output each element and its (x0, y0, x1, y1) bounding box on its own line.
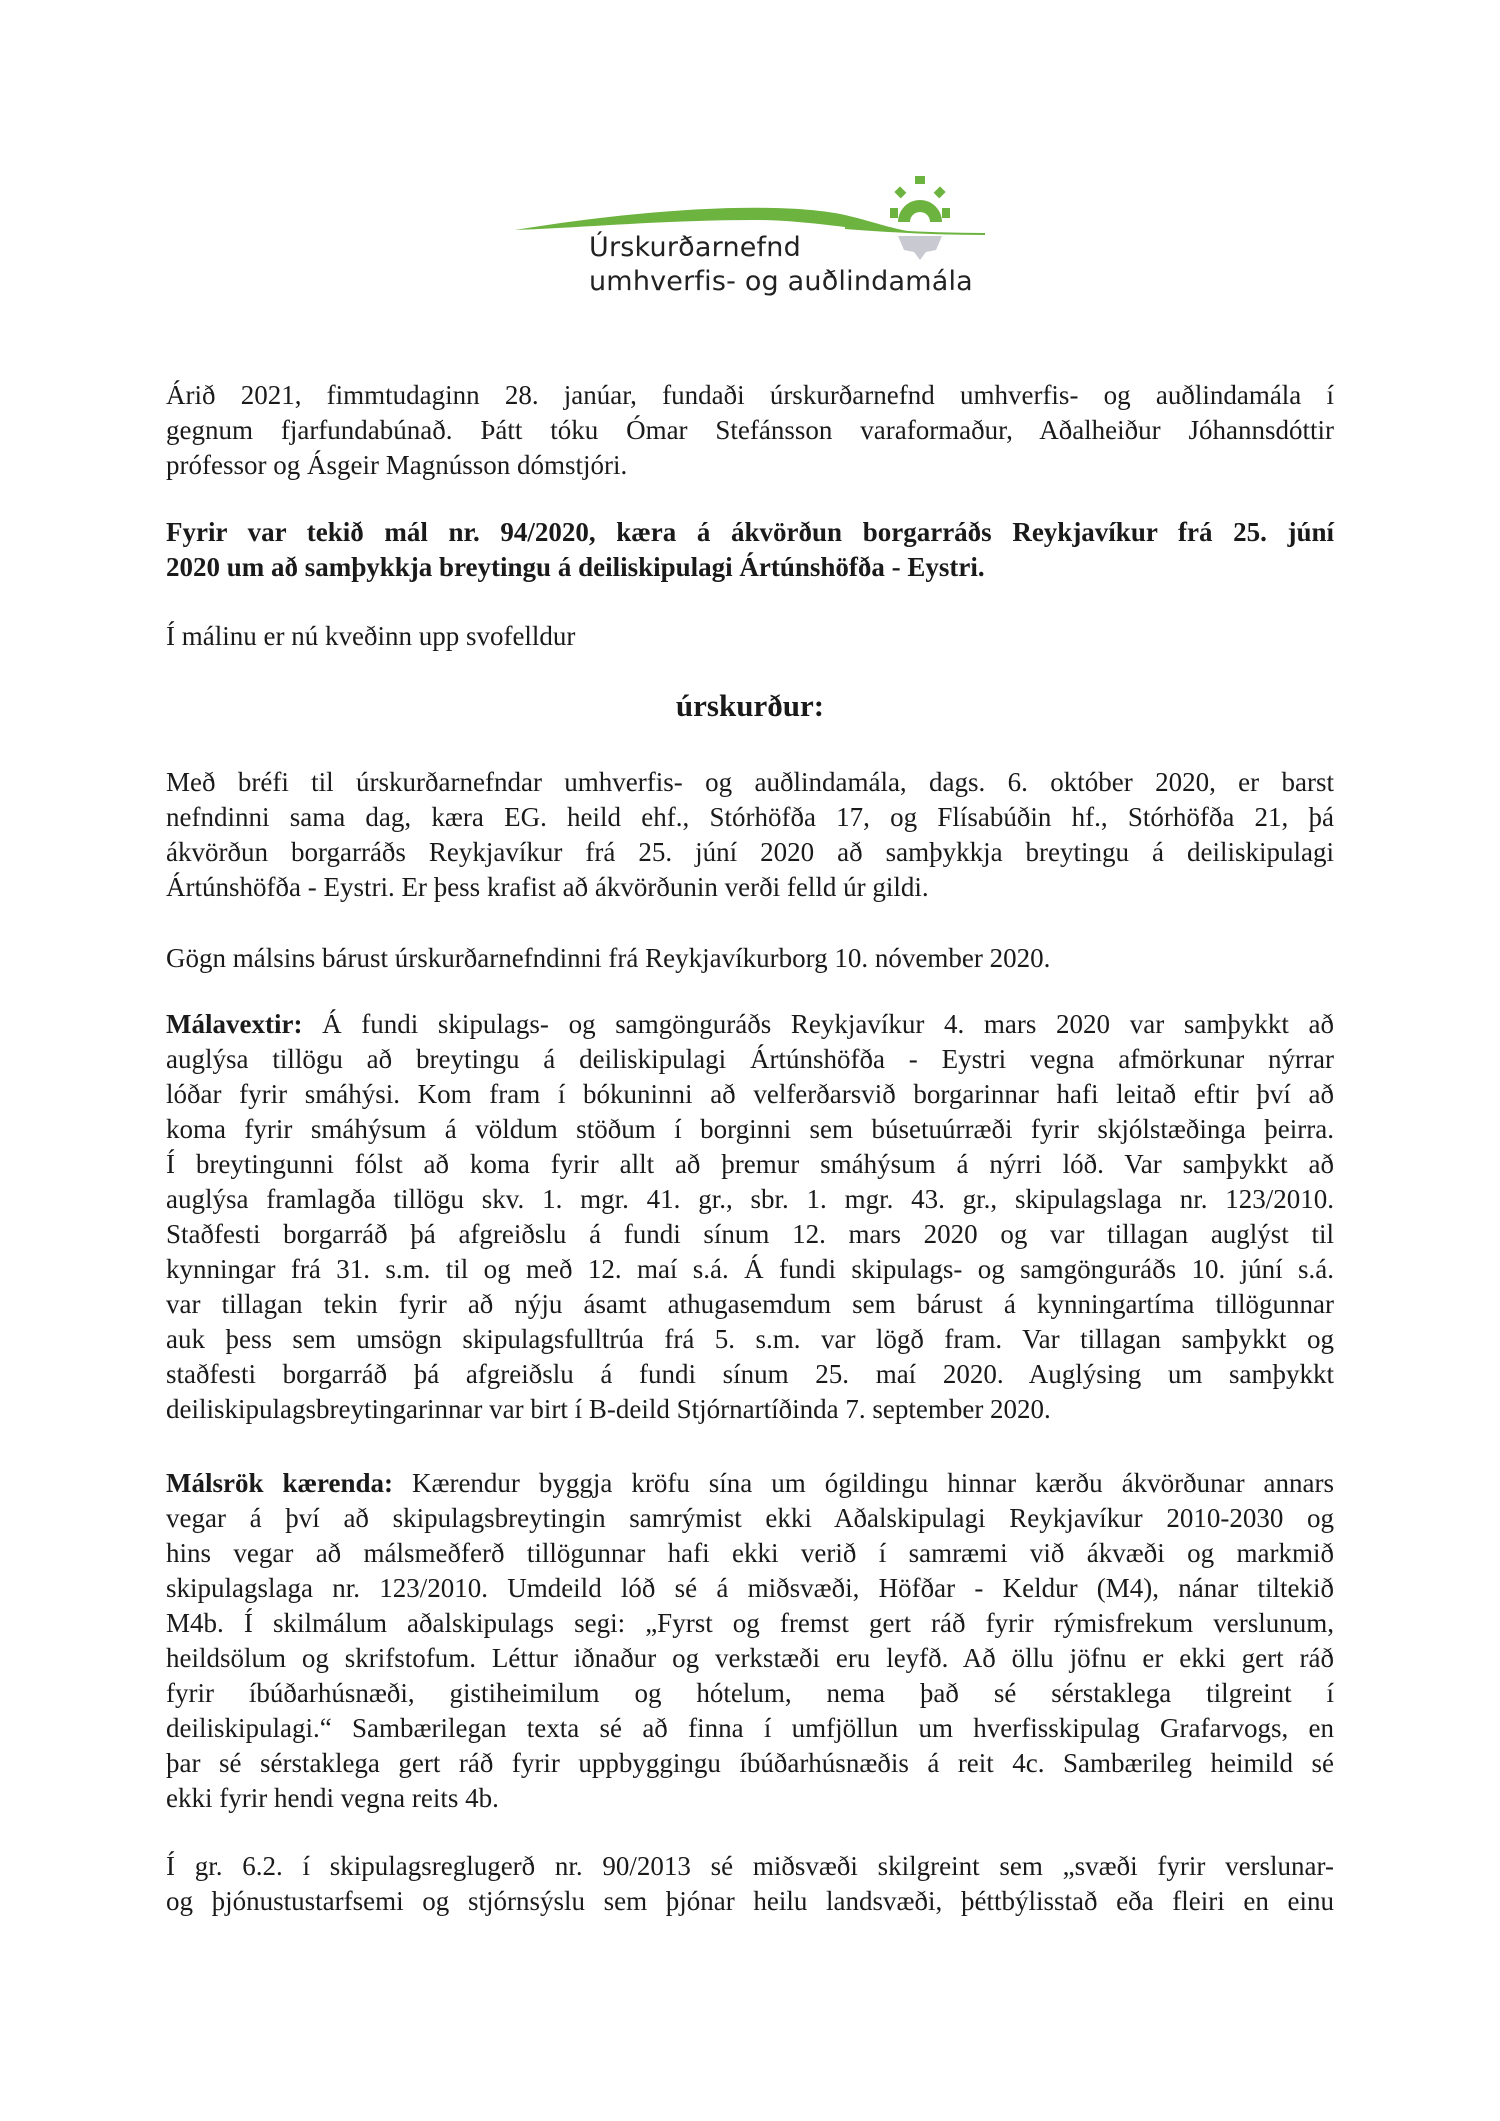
text-line (166, 1466, 1334, 1501)
text-line: auglýsa framlagða tillögu skv. 1. mgr. 41. gr., sbr. 1. mgr. 43. gr., skipulagslaga nr. 123/2010. (166, 1184, 1334, 1214)
text-line: 2020 um að samþykkja breytingu á deiliskipulagi Ártúnshöfða - Eystri. (166, 552, 985, 582)
text-line: heildsölum og skrifstofum. Léttur iðnaður og verkstæði eru leyfð. Að öllu jöfnu er ekki gert ráð (166, 1643, 1334, 1673)
intro-paragraph (166, 378, 1334, 483)
facts-lead: Málavextir: (166, 1009, 303, 1039)
text-line: fyrir íbúðarhúsnæði, gistiheimilum og hótelum, nema það sé sérstaklega tilgreint í (166, 1678, 1334, 1708)
text-line: vegar á því að skipulagsbreytingin samrýmist ekki Aðalskipulagi Reykjavíkur 2010-2030 og (166, 1503, 1334, 1533)
arguments-paragraph (166, 1466, 1334, 1816)
text-line: auglýsa tillögu að breytingu á deiliskipulagi Ártúnshöfða - Eystri vegna afmörkunar nýrrar (166, 1044, 1334, 1074)
logo-line-2: umhverfis- og auðlindamála (589, 266, 973, 297)
text-line: nefndinni sama dag, kæra EG. heild ehf., Stórhöfða 17, og Flísabúðin hf., Stórhöfða 21, þá (166, 802, 1334, 832)
documents-paragraph (166, 941, 1334, 976)
text-line: var tillagan tekin fyrir að nýju ásamt athugasemdum sem bárust á kynningartíma tillögunnar (166, 1289, 1334, 1319)
text-line: deiliskipulagsbreytingarinnar var birt í B-deild Stjórnartíðinda 7. september 2020. (166, 1394, 1051, 1424)
logo-line-1: Úrskurðarnefnd (589, 232, 801, 263)
text-line: Árið 2021, fimmtudaginn 28. janúar, fundaði úrskurðarnefnd umhverfis- og auðlindamála í (166, 380, 1334, 410)
text-line: Ártúnshöfða - Eystri. Er þess krafist að ákvörðunin verði felld úr gildi. (166, 872, 929, 902)
letter-paragraph (166, 765, 1334, 905)
text-line: Í málinu er nú kveðinn upp svofelldur (166, 621, 576, 651)
text-line: Gögn málsins bárust úrskurðarnefndinni frá Reykjavíkurborg 10. nóvember 2020. (166, 943, 1051, 973)
case-title-paragraph (166, 515, 1334, 585)
text-line: ákvörðun borgarráðs Reykjavíkur frá 25. júní 2020 að samþykkja breytingu á deiliskipulagi (166, 837, 1334, 867)
text-line: Í gr. 6.2. í skipulagsreglugerð nr. 90/2013 sé miðsvæði skilgreint sem „svæði fyrir verslunar- (166, 1851, 1334, 1881)
text-line: Fyrir var tekið mál nr. 94/2020, kæra á ákvörðun borgarráðs Reykjavíkur frá 25. júní (166, 517, 1334, 547)
text-line: Í breytingunni fólst að koma fyrir allt að þremur smáhýsum á nýrri lóð. Var samþykkt að (166, 1149, 1334, 1179)
arguments-first-line: Kærendur byggja kröfu sína um ógildingu hinnar kærðu ákvörðunar annars (392, 1468, 1334, 1498)
facts-first-line: Á fundi skipulags- og samgönguráðs Reykjavíkur 4. mars 2020 var samþykkt að (302, 1009, 1334, 1039)
regulation-paragraph (166, 1849, 1334, 1919)
text-line (166, 1007, 1334, 1042)
text-line: prófessor og Ásgeir Magnússon dómstjóri. (166, 450, 628, 480)
text-line: gegnum fjarfundabúnað. Þátt tóku Ómar Stefánsson varaformaður, Aðalheiður Jóhannsdóttir (166, 415, 1334, 445)
text-line: auk þess sem umsögn skipulagsfulltrúa frá 5. s.m. var lögð fram. Var tillagan samþykkt og (166, 1324, 1334, 1354)
text-line: hins vegar að málsmeðferð tillögunnar hafi ekki verið í samræmi við ákvæði og markmið (166, 1538, 1334, 1568)
text-line: Með bréfi til úrskurðarnefndar umhverfis- og auðlindamála, dags. 6. október 2020, er barst (166, 767, 1334, 797)
text-line: ekki fyrir hendi vegna reits 4b. (166, 1783, 499, 1813)
facts-paragraph (166, 1007, 1334, 1427)
ruling-heading: úrskurður: (675, 688, 825, 723)
text-line: koma fyrir smáhýsum á völdum stöðum í borginni sem búsetuúrræði fyrir skjólstæðinga þeirra. (166, 1114, 1334, 1144)
text-line: deiliskipulagi.“ Sambærilegan texta sé að finna í umfjöllun um hverfisskipulag Grafarvogs, en (166, 1713, 1334, 1743)
text-line: M4b. Í skilmálum aðalskipulags segi: „Fyrst og fremst gert ráð fyrir rýmisfrekum verslunum, (166, 1608, 1334, 1638)
text-line: staðfesti borgarráð þá afgreiðslu á fundi sínum 25. maí 2020. Auglýsing um samþykkt (166, 1359, 1334, 1389)
text-line: skipulagslaga nr. 123/2010. Umdeild lóð sé á miðsvæði, Höfðar - Keldur (M4), nánar tiltekið (166, 1573, 1334, 1603)
text-line: kynningar frá 31. s.m. til og með 12. maí s.á. Á fundi skipulags- og samgönguráðs 10. júní s.á. (166, 1254, 1334, 1284)
text-line: þar sé sérstaklega gert ráð fyrir uppbyggingu íbúðarhúsnæðis á reit 4c. Sambærileg heimild sé (166, 1748, 1334, 1778)
text-line: lóðar fyrir smáhýsi. Kom fram í bókuninni að velferðarsvið borgarinnar hafi leitað eftir því að (166, 1079, 1334, 1109)
text-line: og þjónustustarfsemi og stjórnsýslu sem þjónar heilu landsvæði, þéttbýlisstað eða fleiri en einu (166, 1886, 1334, 1916)
text-line: Staðfesti borgarráð þá afgreiðslu á fundi sínum 12. mars 2020 og var tillagan auglýst til (166, 1219, 1334, 1249)
committee-logo (515, 170, 995, 310)
pronounced-paragraph (166, 619, 1334, 654)
arguments-lead: Málsrök kærenda: (166, 1468, 393, 1498)
